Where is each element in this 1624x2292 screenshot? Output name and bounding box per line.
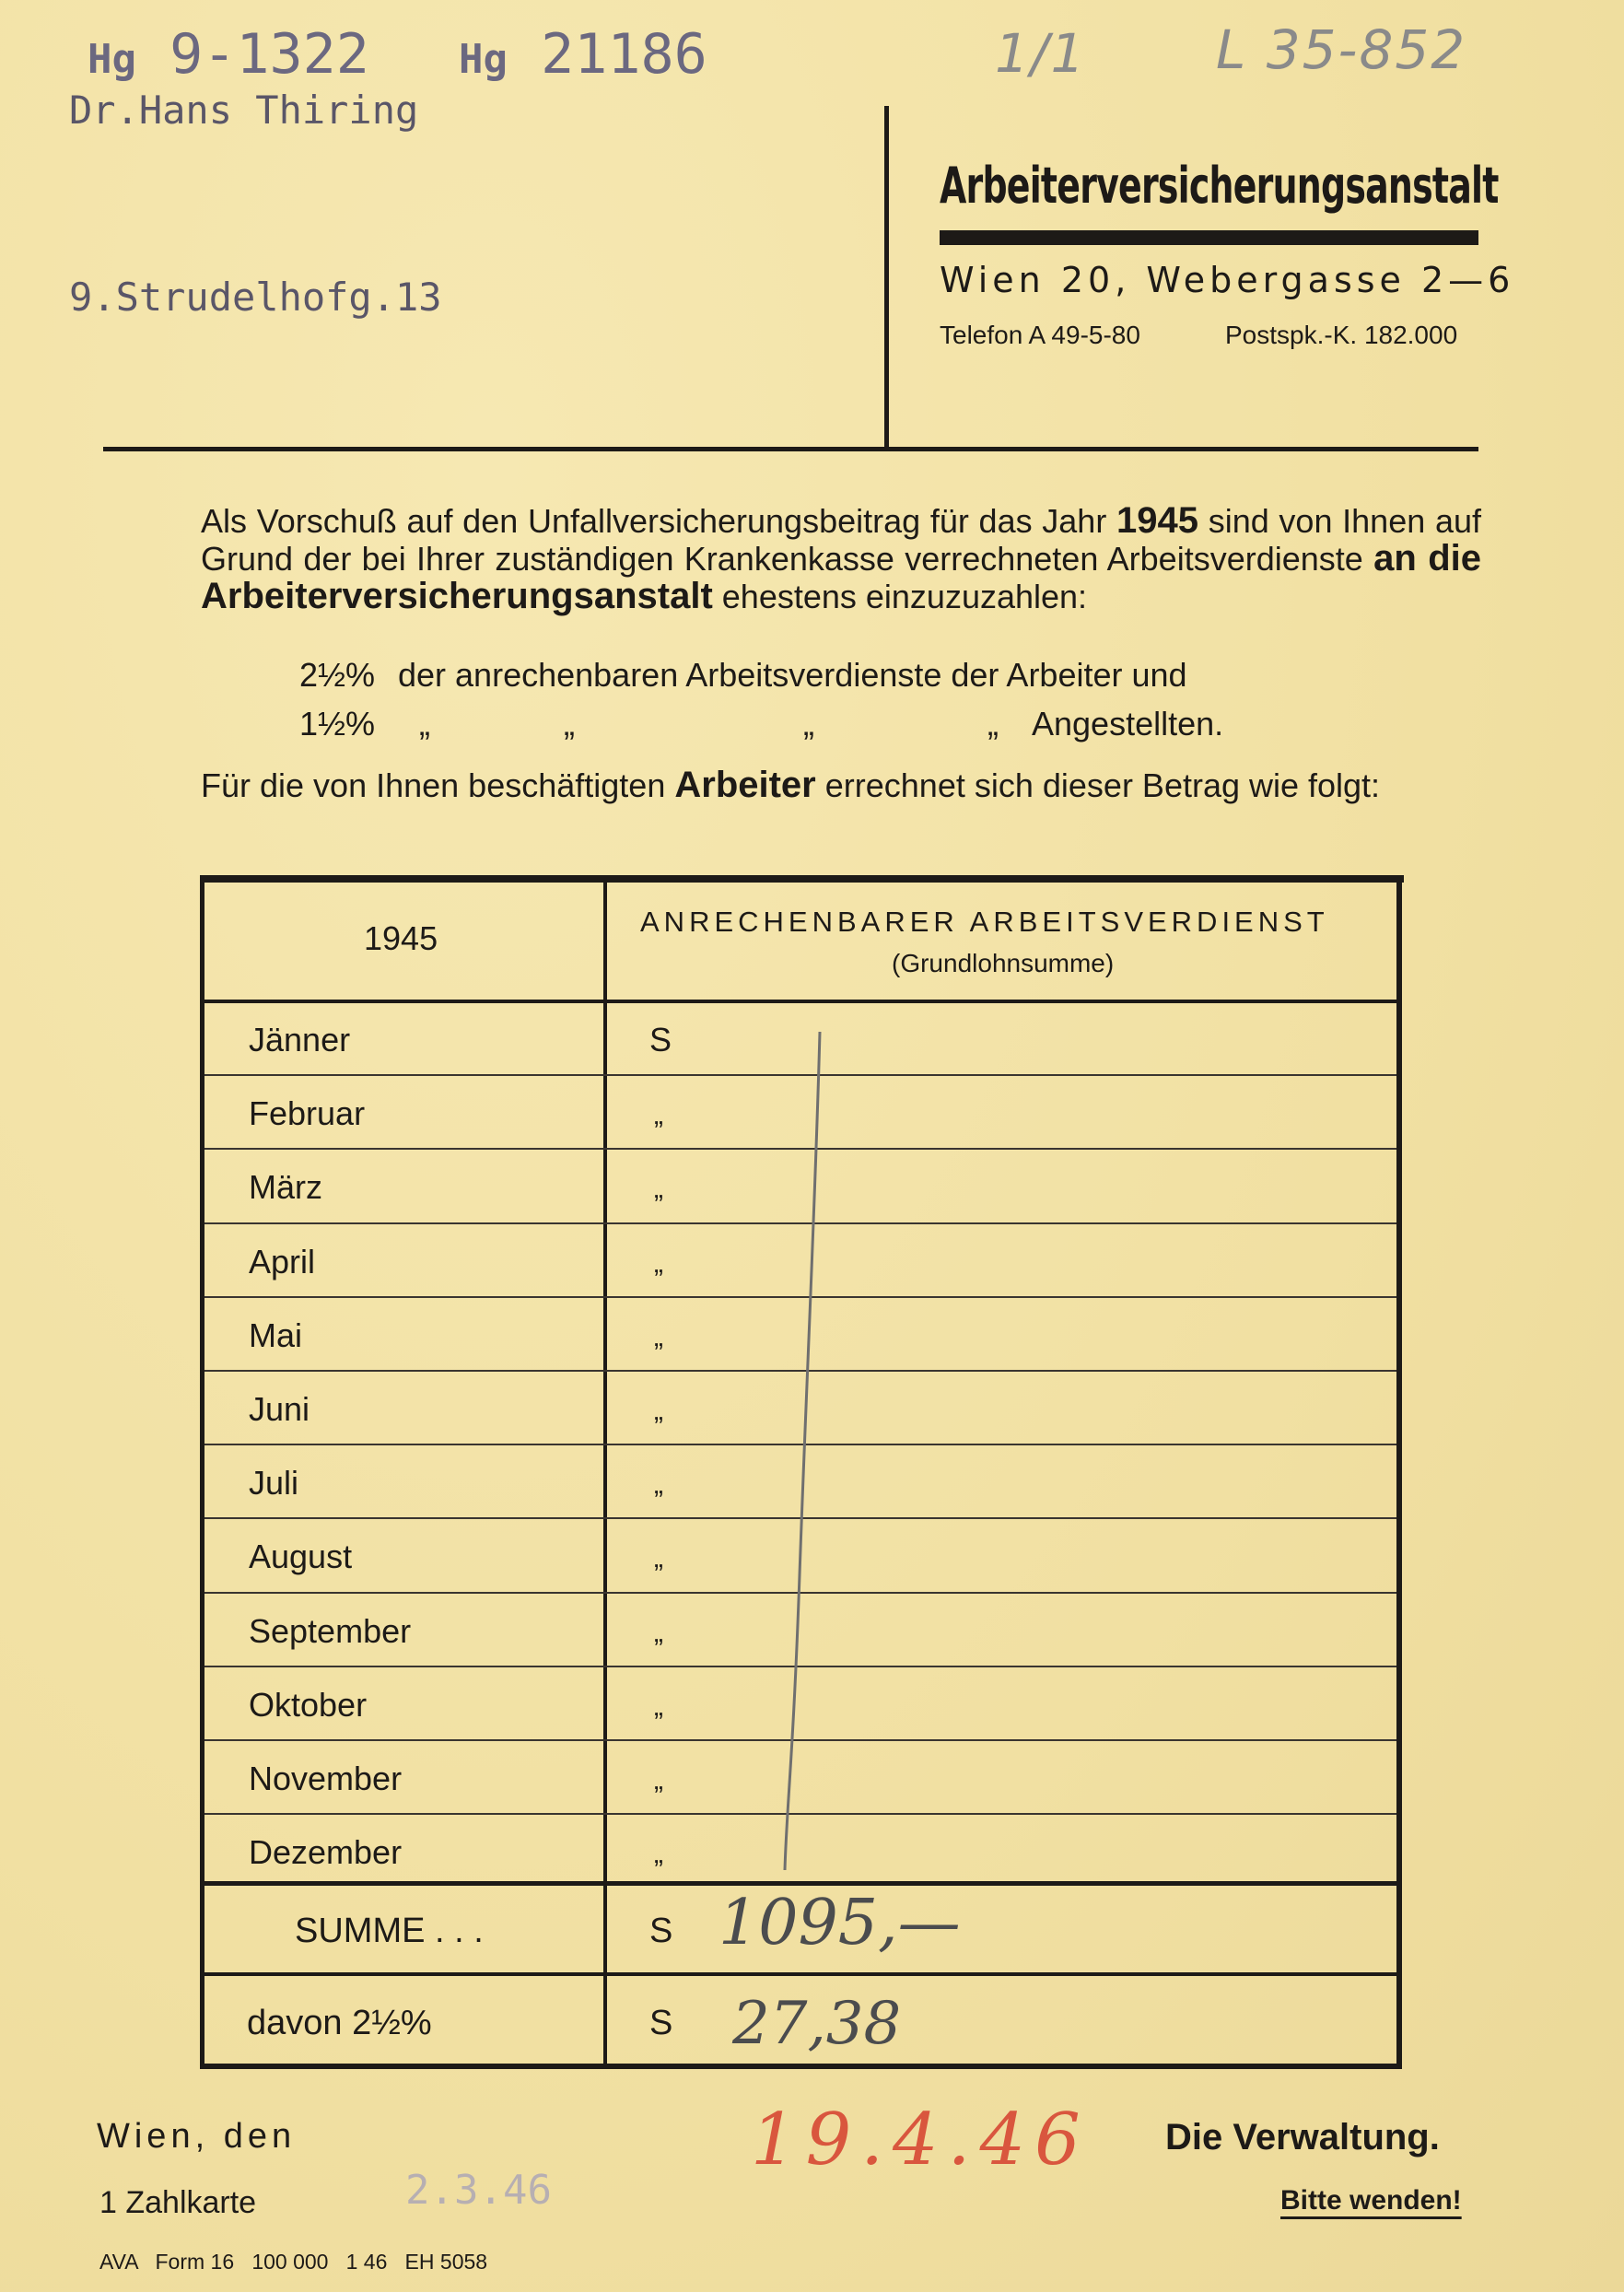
ditto-mark: „ xyxy=(564,705,575,743)
calc-text-c: errechnet sich dieser Betrag wie folgt: xyxy=(824,766,1381,804)
addressee-street: 9.Strudelhofg.13 xyxy=(69,275,442,320)
paragraph-calculation xyxy=(201,766,1481,804)
pencil-ref: 1/1 xyxy=(995,22,1087,85)
ditto-mark: „ xyxy=(419,705,430,743)
footer-enclosure: 1 Zahlkarte xyxy=(99,2185,257,2220)
pencil-signature: L 35-852 xyxy=(1216,18,1467,81)
month-ditto: „ xyxy=(654,1765,663,1795)
footer-date-handwritten: 19.4.46 xyxy=(751,2099,1090,2181)
calc-text-a: Für die von Ihnen beschäftigten xyxy=(201,766,666,804)
intro-text-b: sind von Ihnen auf Grund der bei Ihrer zuständigen Krankenkasse verrechneten Arbeitsverdienste xyxy=(201,502,1481,578)
month-label: Juli xyxy=(249,1464,299,1503)
pencil-stroke xyxy=(774,1023,829,1879)
institution-phone: Telefon A 49-5-80 xyxy=(940,321,1140,349)
month-label: Dezember xyxy=(249,1833,403,1872)
month-ditto: „ xyxy=(654,1174,663,1205)
rate-employees-value: 1½% xyxy=(299,705,376,743)
month-ditto: „ xyxy=(654,1543,663,1574)
month-label: Mai xyxy=(249,1316,303,1354)
table-column-subheader: (Grundlohnsumme) xyxy=(892,949,1115,977)
table-left-border xyxy=(200,875,204,2069)
table-top-border xyxy=(200,875,1404,883)
stamp-right-number: 21186 xyxy=(541,22,707,87)
month-label: Juni xyxy=(249,1390,310,1428)
sum-label: SUMME . . . xyxy=(295,1912,484,1950)
institution-address: Wien 20, Webergasse 2—6 xyxy=(940,260,1515,300)
institution-postal-account: Postspk.-K. 182.000 xyxy=(1225,321,1458,349)
paragraph-intro xyxy=(201,502,1481,615)
sum-value[interactable]: 1095,— xyxy=(719,1887,961,1959)
header-divider-vertical xyxy=(884,106,889,449)
intro-text-a: Als Vorschuß auf den Unfallversicherungsbeitrag für das Jahr xyxy=(201,502,1107,540)
ditto-mark: „ xyxy=(987,705,999,743)
table-header-rule xyxy=(204,1000,1396,1003)
calc-workers: Arbeiter xyxy=(674,765,816,805)
month-ditto: „ xyxy=(654,1469,663,1501)
month-ditto: „ xyxy=(654,1396,663,1426)
month-ditto: „ xyxy=(654,1100,663,1131)
table-sum-rule xyxy=(204,1881,1396,1886)
month-ditto: „ xyxy=(654,1839,663,1870)
month-ditto: „ xyxy=(654,1690,663,1722)
stamp-left-number: 9-1322 xyxy=(169,22,369,87)
month-label: Oktober xyxy=(249,1685,368,1724)
table-column-header: ANRECHENBARER ARBEITSVERDIENST xyxy=(640,906,1329,938)
ditto-mark: „ xyxy=(803,705,814,743)
month-ditto: „ xyxy=(654,1247,663,1279)
share-label: davon 2½% xyxy=(247,2004,432,2042)
month-label: September xyxy=(249,1611,412,1650)
intro-year: 1945 xyxy=(1116,500,1198,541)
stamp-right-prefix: Hg xyxy=(459,36,508,83)
table-column-divider xyxy=(603,880,607,2065)
table-right-border xyxy=(1396,875,1402,2069)
table-year-header: 1945 xyxy=(364,919,438,957)
footer-place: Wien, den xyxy=(97,2117,297,2156)
month-label: April xyxy=(249,1242,316,1280)
table-bottom-border xyxy=(200,2064,1402,2069)
month-ditto: „ xyxy=(654,1321,663,1352)
footer-signature: Die Verwaltung. xyxy=(1165,2117,1440,2158)
month-label: November xyxy=(249,1760,403,1797)
footer-form-code: AVA Form 16 100 000 1 46 EH 5058 xyxy=(99,2250,488,2274)
month-label: Jänner xyxy=(249,1021,351,1058)
addressee-name: Dr.Hans Thiring xyxy=(69,88,419,133)
sum-currency: S xyxy=(649,1912,673,1950)
footer-pencil-note: 2.3.46 xyxy=(405,2167,552,2214)
rate-employees-text: Angestellten. xyxy=(1032,705,1224,743)
intro-recipient: an die Arbeiterversicherungsanstalt xyxy=(201,538,1481,616)
intro-text-d: ehestens einzuzuzahlen: xyxy=(721,578,1088,615)
header-divider-horizontal xyxy=(103,447,1478,451)
stamp-right xyxy=(459,22,707,87)
month-currency: S xyxy=(649,1021,672,1058)
institution-name: Arbeiterversicherungsanstalt xyxy=(940,157,1499,215)
month-label: März xyxy=(249,1168,322,1207)
stamp-left xyxy=(88,22,369,87)
rate-workers-text: der anrechenbaren Arbeitsverdienste der Arbeiter und xyxy=(398,656,1187,694)
month-label: Februar xyxy=(249,1094,366,1133)
stamp-left-prefix: Hg xyxy=(88,36,136,83)
table-share-rule xyxy=(204,1972,1396,1976)
footer-turn-over: Bitte wenden! xyxy=(1280,2185,1462,2216)
month-ditto: „ xyxy=(654,1617,663,1648)
month-label: August xyxy=(249,1538,353,1576)
share-currency: S xyxy=(649,2004,673,2042)
institution-bar xyxy=(940,230,1478,245)
share-value[interactable]: 27,38 xyxy=(732,1990,902,2058)
rate-workers-value: 2½% xyxy=(299,656,376,694)
